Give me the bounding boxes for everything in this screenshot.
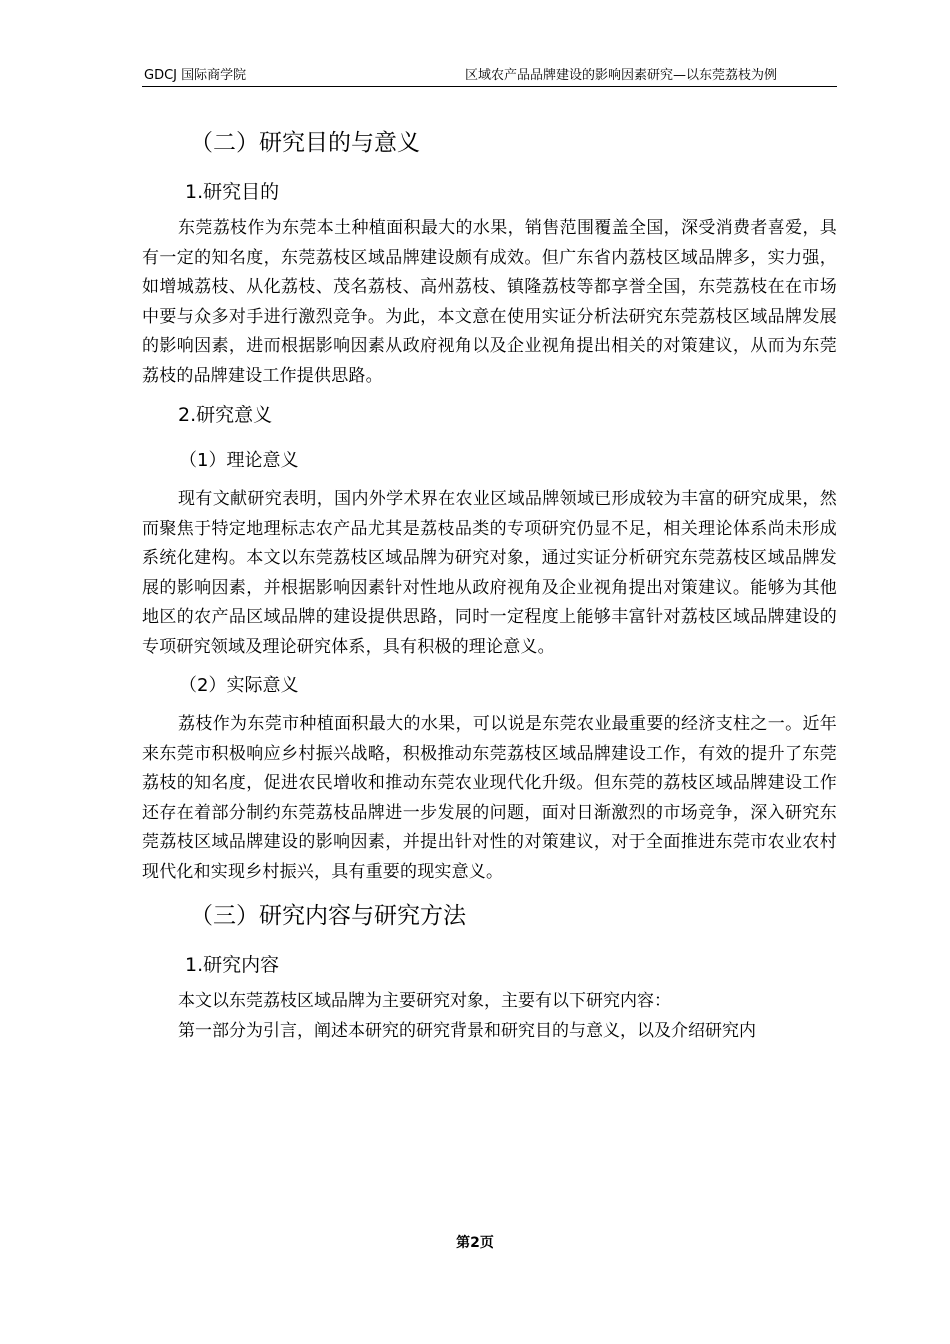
- paragraph-theoretical-significance: 现有文献研究表明，国内外学术界在农业区域品牌领域已形成较为丰富的研究成果，然而聚焦于特定地理标志农产品尤其是荔枝品类的专项研究仍显不足，相关理论体系尚未形成系统化建构。本文以东莞荔枝区域品牌为研究对象，通过实证分析研究东莞荔枝区域品牌发展的影响因素，并根据影响因素针对性地从政府视角及企业视角提出对策建议。能够为其他地区的农产品区域品牌的建设提供思路，同时一定程度上能够丰富针对荔枝区域品牌建设的专项研究领域及理论研究体系，具有积极的理论意义。: [142, 489, 837, 657]
- subheading-practical-significance: （2）实际意义: [179, 675, 299, 696]
- page-number: 第2页: [456, 1235, 494, 1251]
- paragraph-practical-significance: 荔枝作为东莞市种植面积最大的水果，可以说是东莞农业最重要的经济支柱之一。近年来东莞市积极响应乡村振兴战略，积极推动东莞荔枝区域品牌建设工作，有效的提升了东莞荔枝的知名度，促进农民增收和推动东莞农业现代化升级。但东莞的荔枝区域品牌建设工作还存在着部分制约东莞荔枝品牌进一步发展的问题，面对日渐激烈的市场竞争，深入研究东莞荔枝区域品牌建设的影响因素，并提出针对性的对策建议，对于全面推进东莞市农业农村现代化和实现乡村振兴，具有重要的现实意义。: [142, 714, 837, 882]
- paragraph-research-content-part1: 第一部分为引言，阐述本研究的研究背景和研究目的与意义，以及介绍研究内: [178, 1020, 756, 1041]
- subheading-theoretical-significance: （1）理论意义: [179, 450, 299, 471]
- subheading-research-content: 1.研究内容: [185, 954, 280, 976]
- section-heading-2: （二）研究目的与意义: [190, 130, 420, 156]
- paragraph-research-purpose: 东莞荔枝作为东莞本土种植面积最大的水果，销售范围覆盖全国，深受消费者喜爱，具有一定的知名度，东莞荔枝区域品牌建设颇有成效。但广东省内荔枝区域品牌多，实力强，如增城荔枝、从化荔枝、茂名荔枝、高州荔枝、镇隆荔枝等都享誉全国，东莞荔枝在在市场中要与众多对手进行激烈竞争。为此，本文意在使用实证分析法研究东莞荔枝区域品牌发展的影响因素，进而根据影响因素从政府视角以及企业视角提出相关的对策建议，从而为东莞荔枝的品牌建设工作提供思路。: [142, 218, 837, 386]
- document-body: [142, 118, 837, 1046]
- header-left: GDCJ 国际商学院: [144, 68, 247, 83]
- paragraph-research-content-intro: 本文以东莞荔枝区域品牌为主要研究对象，主要有以下研究内容：: [178, 991, 671, 1011]
- header-title: 区域农产品品牌建设的影响因素研究—以东莞荔枝为例: [464, 68, 777, 83]
- page-header: [142, 64, 837, 87]
- subheading-research-purpose: 1.研究目的: [185, 181, 280, 203]
- subheading-research-significance: 2.研究意义: [178, 404, 273, 426]
- section-heading-3: （三）研究内容与研究方法: [190, 903, 466, 929]
